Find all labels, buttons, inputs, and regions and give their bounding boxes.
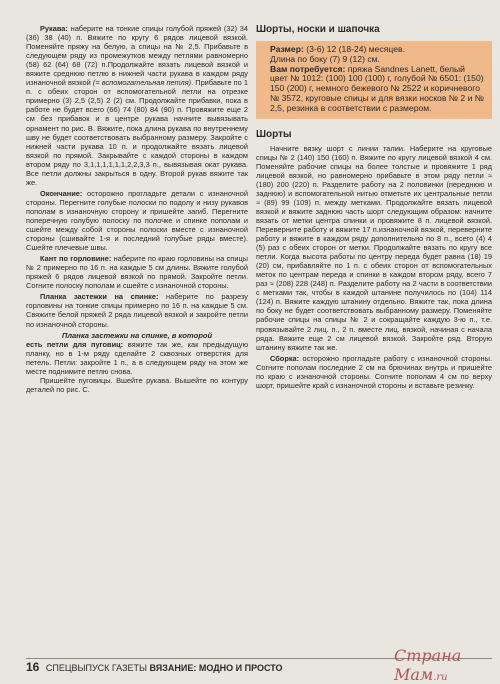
site-watermark: [394, 646, 500, 684]
sleeves-label: Рукава:: [40, 24, 68, 33]
sleeves-text-1: наберите на тонкие спицы голубой пряжей (32) 34 (36) 38 (40) п. Вяжите по кругу 6 рядов лицевой вязкой. Поменяйте пряжу на белую, а спицы на № 2,5. Прибавьте в следующем ряду из промежутков между петлями равномерно (58) 62 (64) 68 (72) п.Продолжайте вязать лицевой вязкой и вяжите среднюю петлю в нижней части рукава в каждом ряду изнаночной вязкой: [26, 24, 248, 88]
assembly-paragraph: [256, 354, 492, 390]
publication-prefix: СПЕЦВЫПУСК ГАЗЕТЫ: [45, 663, 147, 673]
publication-name: ВЯЗАНИЕ: МОДНО И ПРОСТО: [149, 663, 283, 673]
sleeves-paragraph: [26, 24, 248, 187]
shorts-title: Шорты: [256, 128, 292, 140]
closing-paragraph: Пришейте пуговицы. Вшейте рукава. Вышейте по контуру деталей по рис. С.: [26, 375, 248, 394]
need-text: пряжа Sandnes Lanett, белый цвет № 1012: (100) 100 (100) г, голубой № 6501: (150) 150 (200) г, немного бежевого № 2522 и коричневого № 3572, круговые спицы и для вязки носков № 2 и № 2,5, резинка в соответствии с размером.: [270, 63, 484, 113]
placket-back-text: наберите по разрезу горловины на тонкие спицы примерно по 16 п. на каждые 5 см. Свяжите белой пряжей 2 ряда лицевой вязкой и закройте петли по изнаночной стороны.: [26, 292, 248, 329]
watermark-text: Страна Мам: [394, 646, 462, 684]
neck-label: Кант по горловине:: [40, 254, 112, 264]
neck-paragraph: [26, 254, 248, 290]
neck-text: наберите по краю горловины на спицы № 2 примерно по 16 п. на каждые 5 см длины. Вяжите голубой пряжей 6 рядов лицевой вязкой по прямой. Закройте петли. Согните полоску пополам и сшейте с изнаночной стороны.: [26, 254, 248, 291]
need-line: [270, 65, 484, 114]
left-column: [26, 24, 248, 394]
size-value: (3-6) 12 (18-24) месяцев.: [306, 44, 405, 54]
sleeves-text-2: . Прибавьте по 1 п. с обеих сторон от вспомогательной петли на отрезке примерно (3) 2,5 (2,5) 2 (2) см. Продолжайте прибавки, пока в работе не будет всего (66) 74 (80) 84 (90) п. Провяжите еще 2 см без прибавок и в центре рукава начните вывязывать орнамент по рис. В. Вяжите, пока длина рукава по внутреннему шву не будет соответствовать выбранному размеру. Закройте с нижней части рукава 10 п. и продолжайте вязать лицевой вязкой по прямой. Закрывайте с каждой стороны в каждом втором ряду по 3,1,1,1,1,1,1,2,2,3,3 п., вывязывая окат рукава. Все петли должны закрыться в одну. Второй рукав вяжите так же.: [26, 78, 248, 187]
section-title: Шорты, носки и шапочка: [256, 24, 380, 35]
finish-text: осторожно прогладьте детали с изнаночной стороны. Перегните голубые полоски по подолу и низу рукавов пополам в изнаночную сторону и пришейте загиб. Перегните поперечную голубую полоску по полочке и спинке пополам и сшейте между собой стороны полоски вместе с изнаночной стороны (сшивайте 1-я и последний голубые ряды вместе). Сшейте плечевые швы.: [26, 188, 249, 253]
assembly-label: Сборка:: [270, 353, 300, 363]
finish-paragraph: [26, 189, 248, 252]
assembly-text: осторожно прогладьте работу с изнаночной стороны. Согните пополам последние 2 см на брючинах внутрь и пришейте по краю с изнаночной стороны. Согните пополам 4 см по верху шорт, пришейте край с изнаночной стороны и вставьте резинку.: [256, 353, 492, 390]
placket-back-label: Планка застежки на спинке:: [40, 292, 159, 302]
need-label: Вам потребуется:: [270, 63, 346, 74]
length-line: Длина по боку (7) 9 (12) см.: [270, 53, 380, 64]
sleeves-emphasis: (= вспомогательная петля): [92, 78, 192, 88]
finish-label: Окончание:: [40, 188, 83, 198]
page-number: 16: [26, 660, 40, 674]
placket-buttons-text: вяжите так же, как предыдущую планку, но в 1-м ряду сделайте 2 сквозных отверстия для петель. Петли: закройте 1 п., а в следующем ряду на этом же месте поднимите петлю снова.: [26, 339, 248, 376]
placket-buttons-heading: Планка застежки на спинке, в которой: [61, 330, 213, 340]
placket-buttons-label: есть петли для пуговиц:: [26, 339, 124, 349]
placket-back-paragraph: [26, 292, 248, 328]
placket-buttons-paragraph: [26, 340, 248, 376]
materials-box: [256, 41, 492, 119]
size-label: Размер:: [270, 44, 304, 54]
shorts-paragraph: Начните вязку шорт с линии талии. Наберите на круговые спицы № 2 (140) 150 (160) п. Вяжите по кругу лицевой вязкой 4 см. Поменяйте рабочие спицы на более толстые и провяжите 1 ряд лицевой вязкой, но равномерно прибавьте в этом ряду петли ≈ (180) 200 (220) п. Разделите работу на 2 половинки (переднюю и заднюю) и вспомогательной нитью отметьте их центральные петли ≈ (89) 99 (109) п. между метками. Продолжайте вязать лицевой вязкой и вяжите заднюю часть шорт следующим образом: начните вязать от метки центра спинки и провяжите 8 п. лицевой вязкой. Переверните работу и вяжите 17 п.изнаночной вязкой, переверните работу и вяжите в каждом ряду дополнительно по 8 п., всего (4) 4 (5) раз с обеих сторон от метки. Продолжайте вязать по кругу все петли. Когда высота работы по центру переда будет равна (18) 19 (20) см, прибавляйте по 1 п. с обеих сторон от вспомогательных меток по центрам переда и спинки в каждом втором ряду, всего 7 раз ≈ (208) 228 (248) п. Разделите работу на 2 части в соответствии с метками так, чтобы в каждой штанине получилось по (104) 114 (124) п. Вяжите каждую штанину отдельно. Вяжите так, пока длина по боку не будет соответствовать выбранному размеру. Поменяйте рабочие спицы на спицы № 2 и сокращайте каждую 3-ю п., т.е. провязывайте 2 лиц. п., 2 п. вместе лиц. вязкой, начиная с начала ряда. Вяжите еще 2 см лицевой вязкой. Закройте ряд. Вторую штанину вяжите так же.: [256, 143, 492, 352]
watermark-sub: .ru: [433, 672, 448, 683]
right-column: [256, 24, 492, 390]
